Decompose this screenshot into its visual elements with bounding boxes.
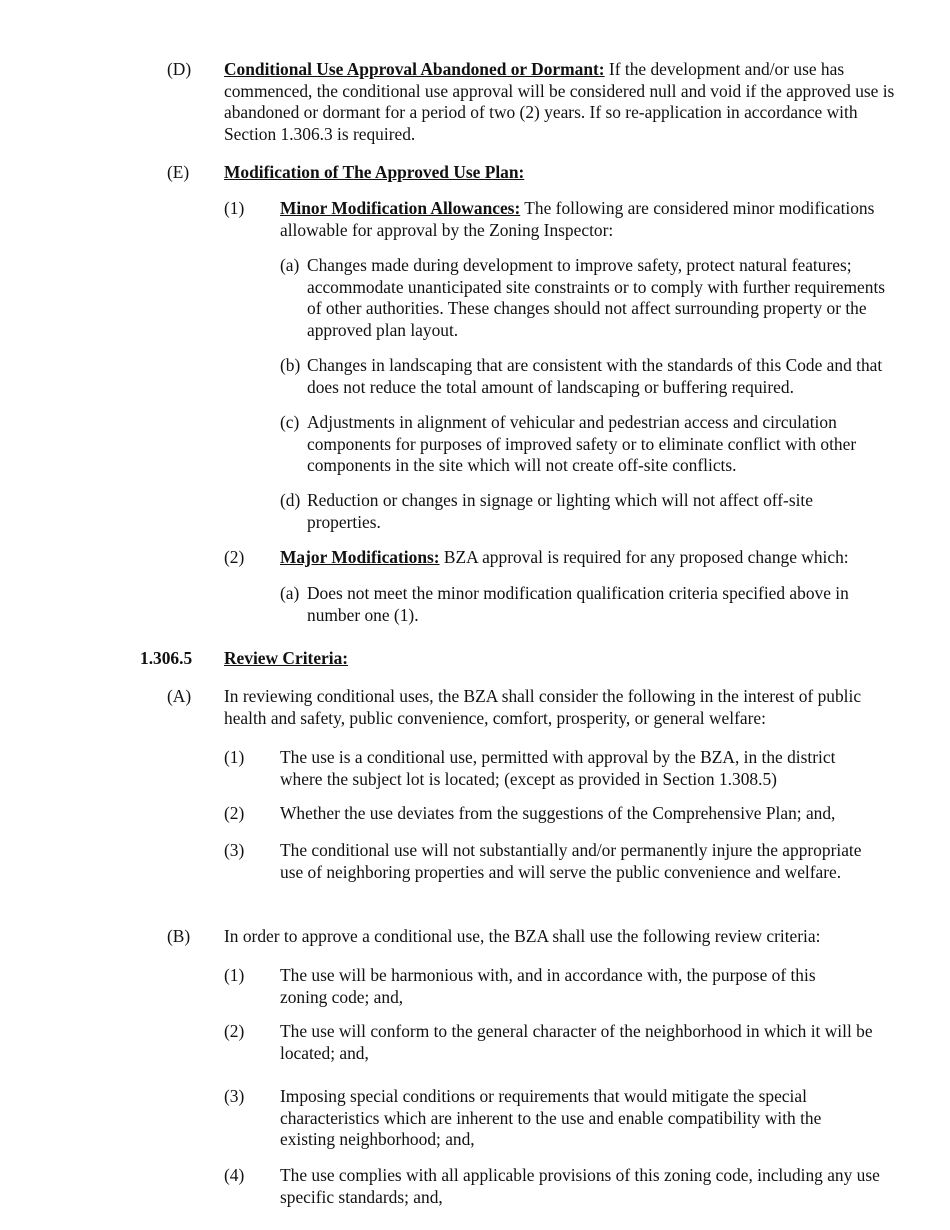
item-text: Imposing special conditions or requirements that would mitigate the special characteristics which are inherent to the use and enable compatibility with the existing neighborhood; and, [280, 1086, 822, 1150]
paragraph-label: (A) [167, 686, 192, 706]
item-text: The use is a conditional use, permitted with approval by the BZA, in the district where the subject lot is located; (except as provided in Section 1.308.5) [280, 747, 836, 789]
paragraph-heading: Modification of The Approved Use Plan: [224, 162, 525, 182]
item-label: (1) [224, 965, 245, 985]
item-text: The use complies with all applicable provisions of this zoning code, including any use specific standards; and, [280, 1165, 880, 1207]
sub-item-label: (c) [280, 412, 300, 432]
item-text: The use will conform to the general character of the neighborhood in which it will be located; and, [280, 1021, 873, 1063]
sub-item-label: (d) [280, 490, 301, 510]
item-label: (2) [224, 1021, 245, 1041]
sub-item-text: Adjustments in alignment of vehicular and pedestrian access and circulation components for purposes of improved safety or to eliminate conflict with other components in the site which will not create off-site conflicts. [307, 412, 857, 476]
sub-item-text: Does not meet the minor modification qualification criteria specified above in number one (1). [307, 583, 849, 625]
item-text: Whether the use deviates from the suggestions of the Comprehensive Plan; and, [280, 803, 836, 823]
item-text: The use will be harmonious with, and in accordance with, the purpose of this zoning code; and, [280, 965, 816, 1007]
sub-item-text: Changes in landscaping that are consistent with the standards of this Code and that does not reduce the total amount of landscaping or buffering required. [307, 355, 883, 397]
paragraph-text: In reviewing conditional uses, the BZA shall consider the following in the interest of public health and safety, public convenience, comfort, prosperity, or general welfare: [224, 686, 862, 728]
item-label: (3) [224, 840, 245, 860]
item-body [280, 198, 895, 241]
paragraph-body [224, 162, 896, 184]
paragraph-label: (B) [167, 926, 191, 946]
section-number: 1.306.5 [140, 648, 193, 668]
sub-item-label: (a) [280, 583, 300, 603]
item-label: (3) [224, 1086, 245, 1106]
item-text: BZA approval is required for any proposed change which: [439, 547, 849, 567]
paragraph-label: (D) [167, 59, 192, 79]
item-label: (1) [224, 747, 245, 767]
sub-item-text: Changes made during development to improve safety, protect natural features; accommodate unanticipated site constraints or to comply with further requirements of other authorities. These changes should not affect surrounding property or the approved plan layout. [307, 255, 886, 340]
paragraph-heading: Conditional Use Approval Abandoned or Dormant: [224, 59, 605, 79]
section-title: Review Criteria: [224, 648, 349, 668]
item-label: (4) [224, 1165, 245, 1185]
item-heading: Minor Modification Allowances: [280, 198, 521, 218]
item-heading: Major Modifications: [280, 547, 440, 567]
item-text: The following are considered minor modifications allowable for approval by the Zoning Inspector: [280, 198, 875, 240]
sub-item-label: (a) [280, 255, 300, 275]
item-label: (2) [224, 803, 245, 823]
paragraph-text: In order to approve a conditional use, the BZA shall use the following review criteria: [224, 926, 821, 946]
paragraph-text: If the development and/or use has commenced, the conditional use approval will be considered null and void if the approved use is abandoned or dormant for a period of two (2) years. If so re-application in accordance with Section 1.306.3 is required. [224, 59, 895, 144]
sub-item-label: (b) [280, 355, 301, 375]
paragraph-label: (E) [167, 162, 190, 182]
item-label: (2) [224, 547, 245, 567]
item-body [280, 547, 910, 569]
sub-item-text: Reduction or changes in signage or lighting which will not affect off-site properties. [307, 490, 813, 532]
paragraph-body [224, 59, 896, 145]
item-label: (1) [224, 198, 245, 218]
item-text: The conditional use will not substantially and/or permanently injure the appropriate use of neighboring properties and will serve the public convenience and welfare. [280, 840, 862, 882]
